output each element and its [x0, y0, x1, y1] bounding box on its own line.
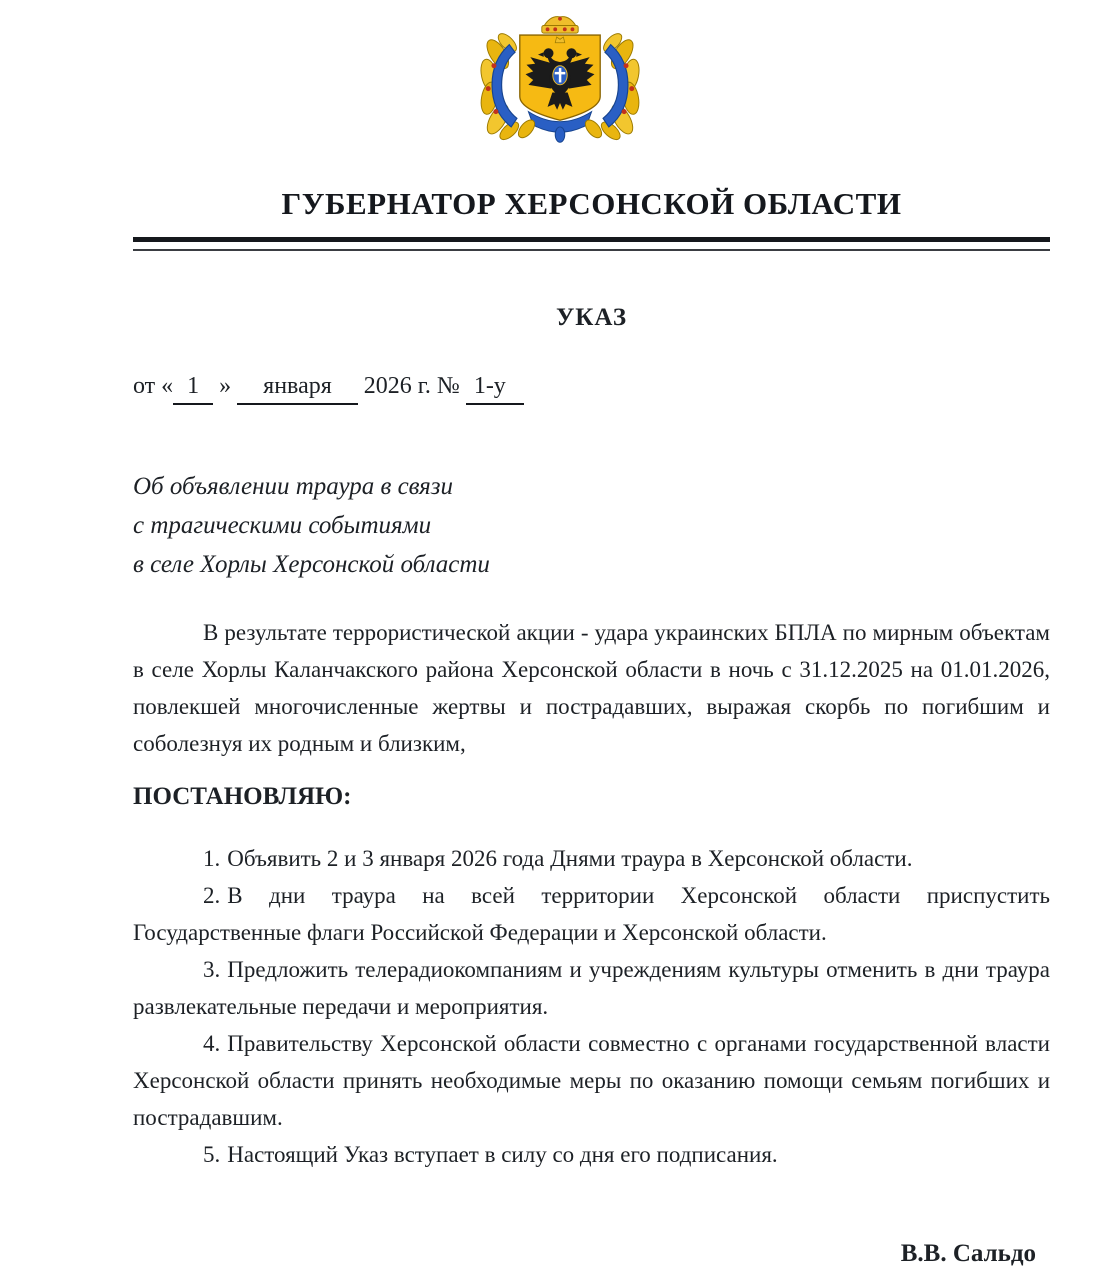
decree-type-heading: УКАЗ [555, 304, 628, 331]
resolution-item [133, 951, 1050, 1025]
item-number: 1. [203, 846, 221, 871]
decree-number-blank: 1-у [466, 369, 524, 405]
subject-line: с трагическими событиями [133, 512, 432, 539]
item-text: Предложить телерадиокомпаниям и учреждениям культуры отменить в дни траура развлекательные передачи и мероприятия. [133, 957, 1050, 1019]
date-month-blank: января [237, 369, 358, 405]
date-prefix: от « [133, 373, 174, 399]
resolution-items-list [133, 840, 1050, 1173]
date-year-and-number-sign: 2026 г. № [363, 373, 460, 399]
resolution-item [133, 877, 1050, 951]
page-title: ГУБЕРНАТОР ХЕРСОНСКОЙ ОБЛАСТИ [281, 186, 902, 221]
subject-line: Об объявлении траура в связи [133, 473, 454, 500]
document-body [133, 187, 1050, 1269]
item-text: Правительству Херсонской области совместно с органами государственной власти Херсонской области принять необходимые меры по оказанию помощи семьям погибших и пострадавшим. [133, 1031, 1050, 1130]
decree-preamble: В результате террористической акции - удара украинских БПЛА по мирным объектам в селе Хорлы Каланчакского района Херсонской области в ночь с 31.12.2025 на 01.01.2026, повлекшей многочисленные жертвы и пострадавших, выражая скорбь по погибшим и соболезнуя их родным и близким, [133, 620, 1050, 756]
item-text: В дни траура на всей территории Херсонской области приспустить Государственные флаги Российской Федерации и Херсонской области. [133, 883, 1050, 945]
date-close-quote: » [219, 373, 232, 399]
decree-subject [133, 467, 1050, 584]
decree-date-line [133, 369, 1050, 405]
emblem-container [0, 0, 1120, 153]
item-number: 5. [203, 1142, 221, 1167]
header-double-rule [133, 237, 1050, 251]
kherson-oblast-coat-of-arms-icon [458, 135, 662, 152]
subject-line: в селе Хорлы Херсонской области [133, 551, 490, 578]
rule-thick-line [133, 237, 1050, 242]
item-number: 4. [203, 1031, 221, 1056]
resolution-item [133, 840, 1050, 877]
item-number: 3. [203, 957, 221, 982]
resolution-heading: ПОСТАНОВЛЯЮ: [133, 783, 352, 810]
resolution-item [133, 1136, 1050, 1173]
rule-thin-line [133, 249, 1050, 251]
item-text: Настоящий Указ вступает в силу со дня его подписания. [227, 1142, 778, 1167]
signature-name: В.В. Сальдо [900, 1240, 1036, 1267]
resolution-item [133, 1025, 1050, 1136]
item-number: 2. [203, 883, 221, 908]
item-text: Объявить 2 и 3 января 2026 года Днями траура в Херсонской области. [227, 846, 913, 871]
date-day-blank: 1 [173, 369, 213, 405]
